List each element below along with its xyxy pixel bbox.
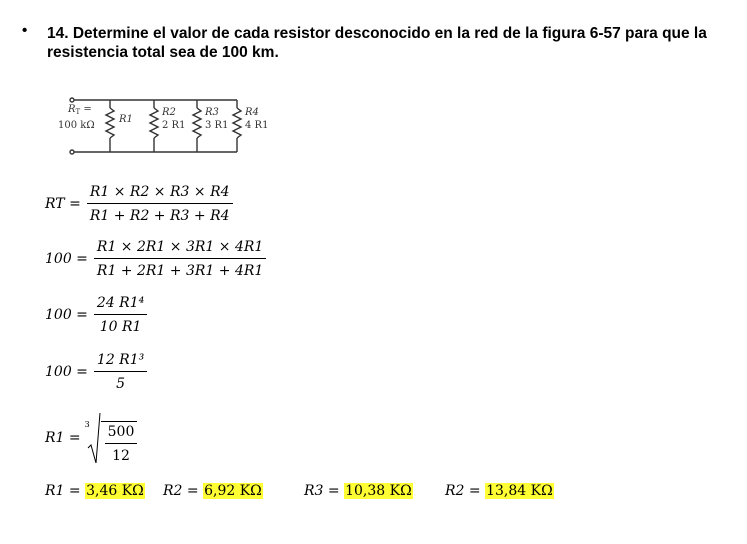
result-r3 bbox=[304, 483, 413, 499]
rt-label: $R_T$ = bbox=[68, 104, 92, 116]
numerator: R1 × 2R1 × 3R1 × 4R1 bbox=[94, 239, 266, 259]
r3-label: R3 bbox=[205, 107, 219, 118]
equation-root bbox=[45, 412, 137, 464]
equation-substitution bbox=[45, 239, 266, 279]
r1-label: R1 bbox=[119, 114, 133, 125]
numerator: 12 R1³ bbox=[94, 352, 147, 372]
r3-value: 3 R1 bbox=[205, 120, 229, 131]
numerator: R1 × R2 × R3 × R4 bbox=[87, 184, 233, 204]
numerator: 500 bbox=[105, 424, 138, 444]
denominator: R1 + R2 + R3 + R4 bbox=[89, 208, 230, 224]
result-value: 13,84 KΩ bbox=[486, 483, 553, 499]
result-r4 bbox=[445, 483, 554, 499]
radical bbox=[84, 412, 138, 464]
denominator: 5 bbox=[116, 376, 126, 392]
r4-label: R4 bbox=[245, 107, 259, 118]
r2-value: 2 R1 bbox=[162, 120, 186, 131]
fraction bbox=[94, 295, 147, 335]
result-value: 10,38 KΩ bbox=[345, 483, 412, 499]
rt-value: 100 kΩ bbox=[58, 120, 95, 131]
denominator: 10 R1 bbox=[99, 319, 142, 335]
r4-value: 4 R1 bbox=[245, 120, 269, 131]
r2-label: R2 bbox=[162, 107, 176, 118]
denominator: 12 bbox=[112, 448, 130, 464]
fraction bbox=[94, 352, 147, 392]
result-value: 3,46 KΩ bbox=[86, 483, 144, 499]
result-value: 6,92 KΩ bbox=[204, 483, 262, 499]
equation-lhs: 100 = bbox=[45, 251, 88, 267]
radicand bbox=[101, 421, 138, 464]
equation-lhs: 100 = bbox=[45, 364, 88, 380]
denominator: R1 + 2R1 + 3R1 + 4R1 bbox=[96, 263, 264, 279]
result-label: R2 = bbox=[163, 483, 199, 499]
equation-lhs: 100 = bbox=[45, 307, 88, 323]
equation-simplified bbox=[45, 295, 147, 335]
root-index: 3 bbox=[84, 420, 90, 429]
circuit-diagram bbox=[52, 92, 272, 162]
fraction bbox=[94, 239, 266, 279]
result-label: R1 = bbox=[45, 483, 81, 499]
result-label: R2 = bbox=[445, 483, 481, 499]
fraction bbox=[87, 184, 233, 224]
list-bullet: • bbox=[22, 22, 28, 39]
result-r2 bbox=[163, 483, 263, 499]
fraction bbox=[105, 424, 138, 464]
numerator: 24 R1⁴ bbox=[94, 295, 147, 315]
question-text: 14. Determine el valor de cada resistor desconocido en la red de la figura 6-57 para que la resistencia total sea de 100 km. bbox=[47, 25, 707, 61]
equation-lhs: RT = bbox=[45, 196, 81, 212]
equation-lhs: R1 = bbox=[45, 430, 81, 446]
result-r1 bbox=[45, 483, 145, 499]
equation-total-resistance bbox=[45, 184, 233, 224]
result-label: R3 = bbox=[304, 483, 340, 499]
equation-reduced bbox=[45, 352, 147, 392]
